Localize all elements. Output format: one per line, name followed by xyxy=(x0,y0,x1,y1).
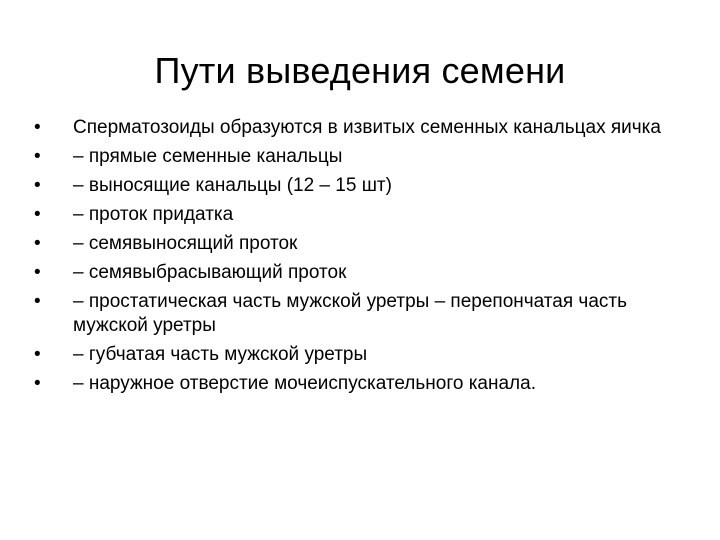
list-item xyxy=(34,261,674,285)
list-item xyxy=(34,232,674,256)
bullet-icon: • xyxy=(34,117,41,138)
bullet-icon: • xyxy=(34,262,41,283)
list-item xyxy=(34,145,674,169)
list-item xyxy=(34,343,674,367)
bullet-icon: • xyxy=(34,175,41,196)
list-item xyxy=(34,116,674,140)
list-item-text: – проток придатка xyxy=(73,204,234,225)
bullet-list xyxy=(34,116,674,401)
list-item xyxy=(34,174,674,198)
bullet-icon: • xyxy=(34,291,41,312)
list-item xyxy=(34,203,674,227)
list-item-text: – выносящие канальцы (12 – 15 шт) xyxy=(73,175,392,196)
list-item-text: – простатическая часть мужской уретры – перепончатая часть мужской уретры xyxy=(73,291,627,336)
bullet-icon: • xyxy=(34,204,41,225)
bullet-icon: • xyxy=(34,344,41,365)
list-item-text: – губчатая часть мужской уретры xyxy=(73,344,368,365)
list-item-text: – прямые семенные канальцы xyxy=(73,146,343,167)
list-item-text: Сперматозоиды образуются в извитых семенных канальцах яичка xyxy=(73,117,661,138)
slide-title: Пути выведения семени xyxy=(154,50,566,91)
list-item xyxy=(34,372,674,396)
bullet-icon: • xyxy=(34,233,41,254)
list-item-text: – семявыбрасывающий проток xyxy=(73,262,347,283)
bullet-icon: • xyxy=(34,373,41,394)
list-item xyxy=(34,290,674,338)
list-item-text: – наружное отверстие мочеиспускательного канала. xyxy=(73,373,536,394)
list-item-text: – семявыносящий проток xyxy=(73,233,298,254)
bullet-icon: • xyxy=(34,146,41,167)
